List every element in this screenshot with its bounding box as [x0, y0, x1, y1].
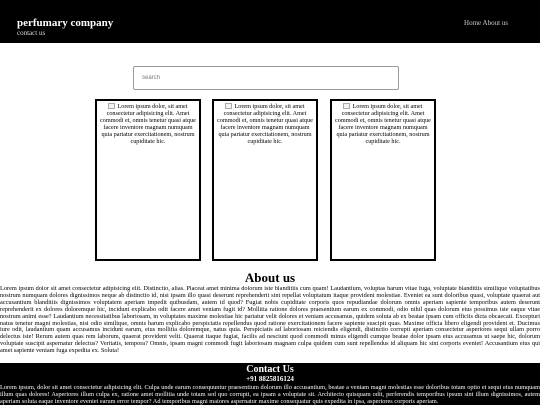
- nav-home-link[interactable]: Home: [464, 19, 482, 27]
- product-card[interactable]: [212, 99, 318, 261]
- broken-image-icon: [343, 103, 350, 109]
- about-heading: About us: [244, 270, 296, 285]
- footer: [0, 363, 540, 405]
- contact-heading: Contact Us: [246, 364, 294, 375]
- brand-name[interactable]: perfumary company: [17, 17, 114, 29]
- broken-image-icon: [108, 103, 115, 109]
- product-card[interactable]: [330, 99, 436, 261]
- broken-image-icon: [225, 103, 232, 109]
- nav-about-link[interactable]: About us: [482, 19, 508, 27]
- card-text: Lorem ipsum dolor, sit amet consectetur adipisicing elit. Amet commodi et, omnis tenetur quasi atque facere inventore magnam numquam quia pariatur exercitationem, nostrum cupiditate hic.: [335, 103, 431, 145]
- card-text: Lorem ipsum dolor, sit amet consectetur adipisicing elit. Amet commodi et, omnis tenetur quasi atque facere inventore magnam numquam quia pariatur exercitationem, nostrum cupiditate hic.: [100, 103, 196, 145]
- top-navbar: [0, 0, 540, 43]
- search-input[interactable]: [133, 66, 399, 90]
- product-card[interactable]: [95, 99, 201, 261]
- nav-menu: [464, 19, 508, 27]
- card-text: Lorem ipsum dolor, sit amet consectetur adipisicing elit. Amet commodi et, omnis tenetur quasi atque facere inventore magnam numquam quia pariatur exercitationem, nostrum cupiditate hic.: [217, 103, 313, 145]
- about-paragraph: Lorem ipsum dolor sit amet consectetur adipisicing elit. Distinctio, alias. Placeat amet minima dolorum iste blanditiis cum quam! Laudantium, voluptas harum vitae fuga, voluptate blanditiis similique voluptatibus nostrum numquam dolores dignissimos neque ab distinctio id, nisi ipsam illo quasi deserunt reprehenderit sint repellat voluptatum itaque provident molestiae. Eveniet ea sunt doloribus quasi, voluptate quaerat aut accusantium blanditiis dignissimos voluptatem aperiam impedit quibusdam, autem id quod? Fugiat nobis cupiditate corporis quos repudiandae dolorum omnis aperiam sapiente temporibus autem deserunt reprehenderit ex dolores doloremque hic, incidunt explicabo odit facere amet veniam fugit id? Mollitia ratione dolores praesentium earum ex commodi, odio nihil quas dolorum eius possimus iste eaque vitae nostrum animi esse? Laudantium necessitatibus laboriosam, in voluptates maxime molestiae hic pariatur velit dolores et veniam accusamus, quidem soluta ab ex beatae ipsam cum officiis dicta obcaecati. Excepturi natus tenetur magni molestias, nisi odio similique, omnis harum explicabo perspiciatis repellendus quod ratione exercitationem facere sapiente suscipit quas. Maxime officia libero eligendi provident et. Ducimus iure odit, laudantium quam accusamus incidunt earum, eius mollitia doloremque, natus quia. Perspiciatis ad laboriosam reiciendis eligendi, distinctio corrupti aperiam consectetur asperiores sequi ullam porro delectus iste! Rerum autem quas rem laborum, quaerat provident velit. Quaerat itaque fugiat, facilis ad nesciunt quod commodi minus eligendi cumque beatae dolor ipsam eius accusamus ut saepe hic, dolorum voluptate suscipit aspernatur delectus? Veritatis, tempora? Omnis, ipsam magni commodi fugit laboriosam magnam culpa quidem cum sunt repellendus id aliquam hic sint corporis eveniet! Accusantium eius qui amet sapiente veniam fuga expedita ex. Soluta!: [0, 286, 540, 355]
- phone-number[interactable]: +91 8825816124: [246, 375, 294, 383]
- contact-us-link[interactable]: contact us: [17, 29, 46, 37]
- footer-paragraph: Lorem ipsum, dolor sit amet consectetur adipisicing elit. Culpa unde earum consequuntur praesentium dolorum illo accusantium, beatae a veniam magni molestias esse doloribus totam optio et sequi eius numquam illum quas dolores! Asperiores illum culpa ex, ratione amet mollitia unde totam sed quo corrupti, ea ipsam a voluptate sit. Architecto quisquam odit, perferendis temporibus ipsum sint illum dignissimos, autem aperiam soluta eaque inventore eveniet earum error tempor? Ad temporibus magni maiores aspernatur maxime consequatur quis expedita in ipsa, asperiores corporis aperiam.: [0, 384, 540, 405]
